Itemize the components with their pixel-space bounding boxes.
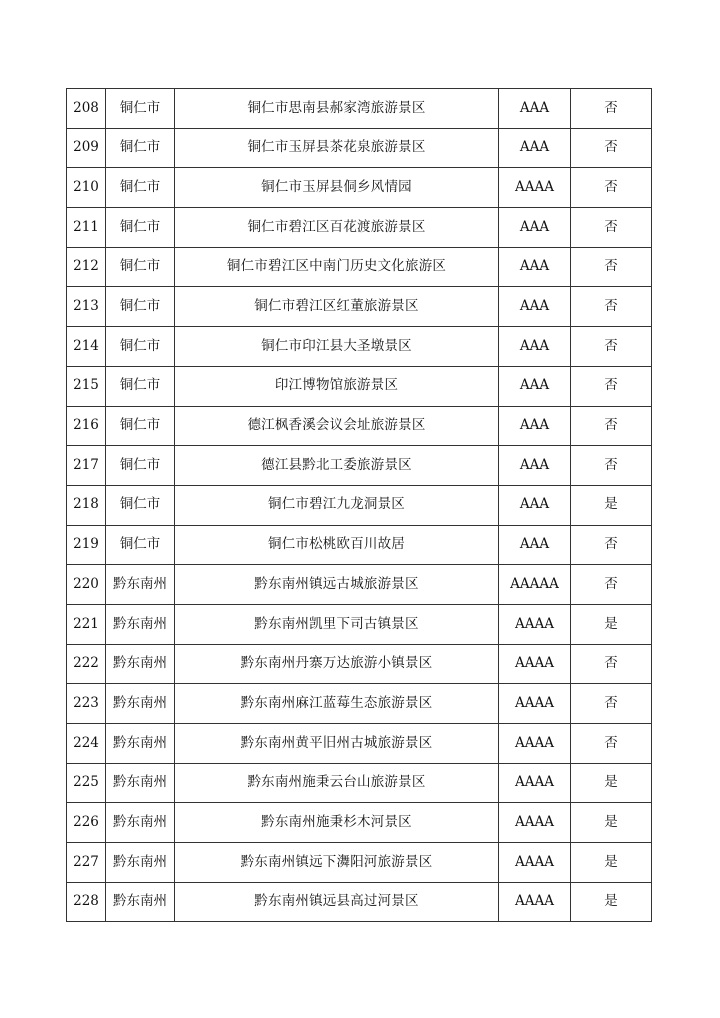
row-number-cell: 213 — [67, 287, 106, 327]
scenic-area-name-cell: 德江县黔北工委旅游景区 — [175, 446, 499, 486]
grade-level-cell: AAAA — [499, 803, 571, 843]
grade-level-cell: AAA — [499, 366, 571, 406]
table-row — [67, 89, 652, 129]
city-cell: 黔东南州 — [106, 843, 175, 883]
table-row — [67, 763, 652, 803]
status-flag-cell: 否 — [571, 89, 652, 129]
status-flag-cell: 否 — [571, 684, 652, 724]
scenic-area-name-cell: 黔东南州镇远古城旅游景区 — [175, 565, 499, 605]
grade-level-cell: AAA — [499, 287, 571, 327]
status-flag-cell: 否 — [571, 168, 652, 208]
city-cell: 铜仁市 — [106, 208, 175, 248]
grade-level-cell: AAA — [499, 327, 571, 367]
scenic-area-name-cell: 黔东南州丹寨万达旅游小镇景区 — [175, 644, 499, 684]
scenic-area-name-cell: 德江枫香溪会议会址旅游景区 — [175, 406, 499, 446]
row-number-cell: 225 — [67, 763, 106, 803]
row-number-cell: 220 — [67, 565, 106, 605]
status-flag-cell: 是 — [571, 843, 652, 883]
table-row — [67, 446, 652, 486]
city-cell: 黔东南州 — [106, 684, 175, 724]
city-cell: 铜仁市 — [106, 485, 175, 525]
scenic-area-name-cell: 黔东南州黄平旧州古城旅游景区 — [175, 724, 499, 764]
scenic-area-name-cell: 铜仁市碧江九龙洞景区 — [175, 485, 499, 525]
scenic-area-name-cell: 黔东南州施秉杉木河景区 — [175, 803, 499, 843]
table-row — [67, 128, 652, 168]
status-flag-cell: 是 — [571, 882, 652, 922]
status-flag-cell: 否 — [571, 644, 652, 684]
scenic-area-name-cell: 铜仁市松桃欧百川故居 — [175, 525, 499, 565]
status-flag-cell: 是 — [571, 604, 652, 644]
city-cell: 铜仁市 — [106, 525, 175, 565]
scenic-area-name-cell: 黔东南州镇远县高过河景区 — [175, 882, 499, 922]
city-cell: 铜仁市 — [106, 168, 175, 208]
scenic-area-name-cell: 铜仁市玉屏县茶花泉旅游景区 — [175, 128, 499, 168]
status-flag-cell: 否 — [571, 565, 652, 605]
scenic-area-name-cell: 铜仁市碧江区中南门历史文化旅游区 — [175, 247, 499, 287]
table-row — [67, 366, 652, 406]
city-cell: 铜仁市 — [106, 446, 175, 486]
grade-level-cell: AAAA — [499, 684, 571, 724]
city-cell: 黔东南州 — [106, 763, 175, 803]
row-number-cell: 214 — [67, 327, 106, 367]
city-cell: 铜仁市 — [106, 247, 175, 287]
table-body — [67, 89, 652, 922]
grade-level-cell: AAA — [499, 128, 571, 168]
grade-level-cell: AAA — [499, 525, 571, 565]
row-number-cell: 223 — [67, 684, 106, 724]
grade-level-cell: AAAA — [499, 843, 571, 883]
city-cell: 黔东南州 — [106, 565, 175, 605]
table-row — [67, 406, 652, 446]
grade-level-cell: AAAA — [499, 604, 571, 644]
city-cell: 铜仁市 — [106, 128, 175, 168]
table-row — [67, 565, 652, 605]
row-number-cell: 219 — [67, 525, 106, 565]
table-row — [67, 208, 652, 248]
city-cell: 黔东南州 — [106, 724, 175, 764]
status-flag-cell: 是 — [571, 803, 652, 843]
table-row — [67, 287, 652, 327]
city-cell: 铜仁市 — [106, 89, 175, 129]
status-flag-cell: 是 — [571, 763, 652, 803]
table-row — [67, 604, 652, 644]
city-cell: 黔东南州 — [106, 882, 175, 922]
table-row — [67, 724, 652, 764]
status-flag-cell: 是 — [571, 485, 652, 525]
city-cell: 铜仁市 — [106, 366, 175, 406]
grade-level-cell: AAAAA — [499, 565, 571, 605]
row-number-cell: 218 — [67, 485, 106, 525]
row-number-cell: 208 — [67, 89, 106, 129]
table-row — [67, 327, 652, 367]
table-row — [67, 525, 652, 565]
row-number-cell: 211 — [67, 208, 106, 248]
scenic-area-name-cell: 黔东南州施秉云台山旅游景区 — [175, 763, 499, 803]
city-cell: 黔东南州 — [106, 604, 175, 644]
row-number-cell: 226 — [67, 803, 106, 843]
grade-level-cell: AAA — [499, 485, 571, 525]
grade-level-cell: AAAA — [499, 763, 571, 803]
table-row — [67, 644, 652, 684]
scenic-area-name-cell: 印江博物馆旅游景区 — [175, 366, 499, 406]
table-row — [67, 803, 652, 843]
table-row — [67, 843, 652, 883]
grade-level-cell: AAA — [499, 89, 571, 129]
status-flag-cell: 否 — [571, 446, 652, 486]
row-number-cell: 216 — [67, 406, 106, 446]
table-row — [67, 247, 652, 287]
row-number-cell: 210 — [67, 168, 106, 208]
row-number-cell: 217 — [67, 446, 106, 486]
row-number-cell: 212 — [67, 247, 106, 287]
table-row — [67, 485, 652, 525]
status-flag-cell: 否 — [571, 247, 652, 287]
city-cell: 铜仁市 — [106, 287, 175, 327]
status-flag-cell: 否 — [571, 208, 652, 248]
scenic-area-name-cell: 铜仁市玉屏县侗乡风情园 — [175, 168, 499, 208]
status-flag-cell: 否 — [571, 287, 652, 327]
city-cell: 铜仁市 — [106, 327, 175, 367]
row-number-cell: 228 — [67, 882, 106, 922]
grade-level-cell: AAA — [499, 446, 571, 486]
scenic-area-name-cell: 黔东南州麻江蓝莓生态旅游景区 — [175, 684, 499, 724]
grade-level-cell: AAA — [499, 406, 571, 446]
row-number-cell: 227 — [67, 843, 106, 883]
grade-level-cell: AAAA — [499, 724, 571, 764]
row-number-cell: 215 — [67, 366, 106, 406]
status-flag-cell: 否 — [571, 406, 652, 446]
grade-level-cell: AAAA — [499, 168, 571, 208]
city-cell: 黔东南州 — [106, 803, 175, 843]
grade-level-cell: AAA — [499, 208, 571, 248]
table-row — [67, 168, 652, 208]
row-number-cell: 209 — [67, 128, 106, 168]
grade-level-cell: AAAA — [499, 882, 571, 922]
city-cell: 黔东南州 — [106, 644, 175, 684]
scenic-area-name-cell: 黔东南州镇远下㵲阳河旅游景区 — [175, 843, 499, 883]
row-number-cell: 224 — [67, 724, 106, 764]
row-number-cell: 221 — [67, 604, 106, 644]
status-flag-cell: 否 — [571, 128, 652, 168]
scenic-area-name-cell: 铜仁市印江县大圣墩景区 — [175, 327, 499, 367]
table-row — [67, 684, 652, 724]
row-number-cell: 222 — [67, 644, 106, 684]
scenic-area-name-cell: 铜仁市思南县郝家湾旅游景区 — [175, 89, 499, 129]
scenic-area-name-cell: 黔东南州凯里下司古镇景区 — [175, 604, 499, 644]
grade-level-cell: AAA — [499, 247, 571, 287]
scenic-area-name-cell: 铜仁市碧江区百花渡旅游景区 — [175, 208, 499, 248]
status-flag-cell: 否 — [571, 366, 652, 406]
grade-level-cell: AAAA — [499, 644, 571, 684]
table-row — [67, 882, 652, 922]
scenic-area-name-cell: 铜仁市碧江区红董旅游景区 — [175, 287, 499, 327]
status-flag-cell: 否 — [571, 327, 652, 367]
scenic-area-table — [66, 88, 652, 922]
status-flag-cell: 否 — [571, 724, 652, 764]
city-cell: 铜仁市 — [106, 406, 175, 446]
status-flag-cell: 否 — [571, 525, 652, 565]
